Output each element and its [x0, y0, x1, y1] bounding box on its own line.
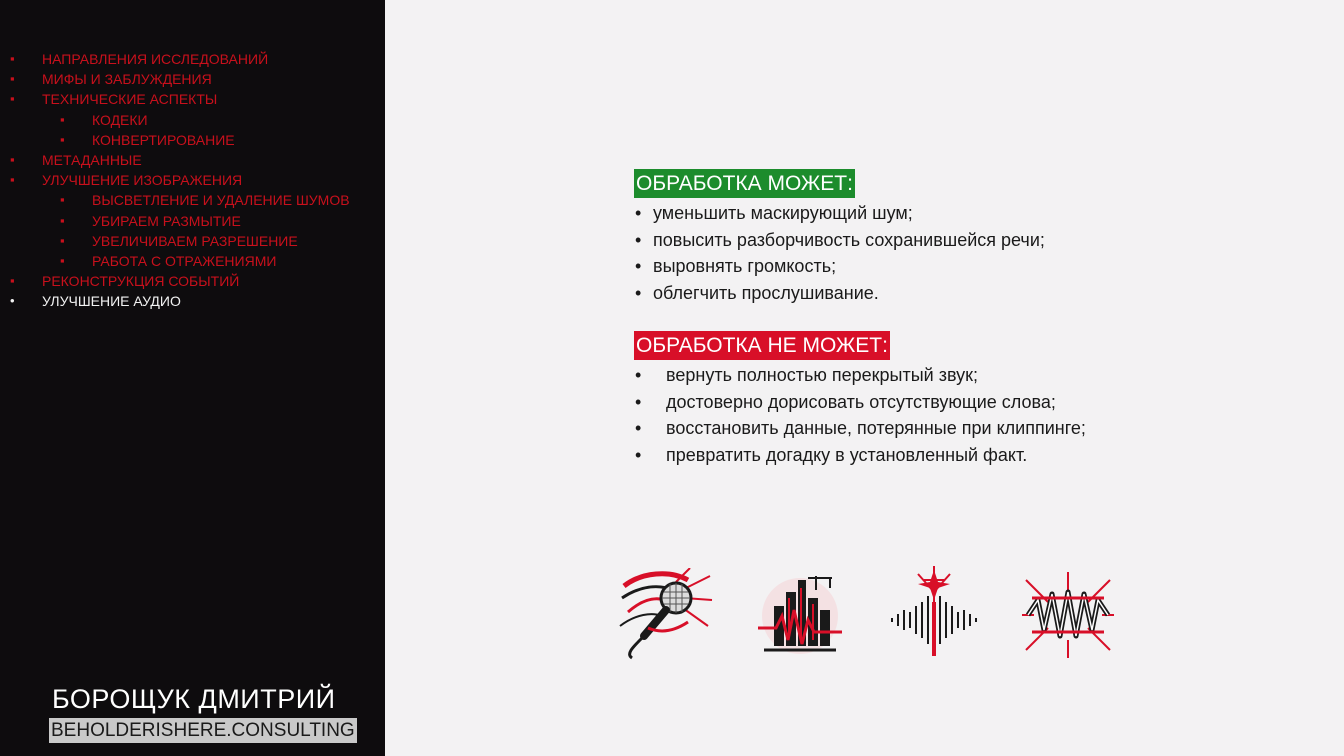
- list-item-text: выровнять громкость;: [653, 256, 837, 276]
- bullet: ▪: [60, 232, 65, 248]
- illustration-row: [0, 566, 1344, 666]
- list-item: [634, 442, 1028, 469]
- bullet: •: [635, 418, 642, 438]
- microphone-icon: [618, 568, 714, 660]
- list-item-text: достоверно дорисовать отсутствующие слова;: [666, 391, 1056, 412]
- slide-content: [634, 169, 1274, 465]
- bullet: ▪: [10, 273, 15, 289]
- sidebar-item-label: РАБОТА С ОТРАЖЕНИЯМИ: [92, 252, 277, 269]
- bullet: •: [635, 365, 642, 385]
- list-item-text: облегчить прослушивание.: [653, 282, 879, 303]
- bullet: •: [635, 203, 642, 223]
- sidebar-item-label: ТЕХНИЧЕСКИЕ АСПЕКТЫ: [42, 91, 218, 108]
- can-section: [634, 169, 1274, 306]
- sidebar-item-label: НАПРАВЛЕНИЯ ИССЛЕДОВАНИЙ: [42, 51, 269, 67]
- list-item-text: превратить догадку в установленный факт.: [666, 444, 1028, 465]
- sidebar-item-label: УВЕЛИЧИВАЕМ РАЗРЕШЕНИЕ: [92, 232, 298, 249]
- bullet: ▪: [60, 192, 65, 208]
- sidebar-item-label: МЕТАДАННЫЕ: [42, 151, 142, 168]
- cannot-section: [634, 331, 1086, 468]
- bullet: •: [635, 282, 642, 303]
- bullet: ▪: [60, 252, 65, 268]
- sidebar-item-label: ВЫСВЕТЛЕНИЕ И УДАЛЕНИЕ ШУМОВ: [92, 192, 350, 209]
- bullet: •: [635, 391, 642, 412]
- bullet: •: [635, 256, 642, 276]
- sidebar-item-label: РЕКОНСТРУКЦИЯ СОБЫТИЙ: [42, 273, 240, 290]
- bullet: ▪: [10, 51, 15, 66]
- bullet: •: [635, 444, 642, 465]
- list-item-text: уменьшить маскирующий шум;: [653, 203, 913, 223]
- bullet: ▪: [60, 212, 65, 228]
- starburst-waveform-icon: [888, 566, 980, 658]
- sidebar-item-label: КОНВЕРТИРОВАНИЕ: [92, 131, 235, 148]
- bullet: ▪: [10, 151, 15, 167]
- list-item-text: повысить разборчивость сохранившейся речи;: [653, 229, 1045, 250]
- list-item: [634, 280, 1274, 307]
- bullet: ▪: [10, 172, 15, 188]
- can-header: ОБРАБОТКА МОЖЕТ:: [634, 169, 855, 198]
- list-item: [634, 227, 1274, 254]
- clipped-waveform-icon: [1022, 572, 1114, 658]
- bullet: ▪: [60, 131, 65, 147]
- sidebar-item-label: УЛУЧШЕНИЕ ИЗОБРАЖЕНИЯ: [42, 172, 243, 189]
- sidebar-item-label: УБИРАЕМ РАЗМЫТИЕ: [92, 212, 241, 229]
- bullet: •: [10, 293, 15, 309]
- list-item: [634, 389, 1056, 416]
- author-name: БОРОЩУК ДМИТРИЙ: [52, 684, 336, 714]
- bullet: ▪: [10, 71, 15, 87]
- list-item: [634, 362, 979, 389]
- list-item: [634, 253, 1274, 280]
- sidebar-item-label: КОДЕКИ: [92, 111, 148, 128]
- sidebar-item-label: УЛУЧШЕНИЕ АУДИО: [42, 293, 181, 310]
- bullet: ▪: [60, 111, 65, 127]
- sidebar-item-label: МИФЫ И ЗАБЛУЖДЕНИЯ: [42, 71, 212, 88]
- city-soundwave-icon: [756, 570, 844, 658]
- list-item-text: восстановить данные, потерянные при клиппинге;: [666, 418, 1086, 438]
- list-item: [634, 415, 1086, 442]
- cannot-header: ОБРАБОТКА НЕ МОЖЕТ:: [634, 331, 890, 360]
- bullet: •: [635, 229, 642, 250]
- can-list: [634, 200, 1274, 306]
- list-item: [634, 200, 1274, 227]
- author-website: BEHOLDERISHERE.CONSULTING: [51, 720, 355, 741]
- cannot-list: [634, 362, 1086, 468]
- bullet: ▪: [10, 91, 15, 107]
- list-item-text: вернуть полностью перекрытый звук;: [666, 365, 979, 385]
